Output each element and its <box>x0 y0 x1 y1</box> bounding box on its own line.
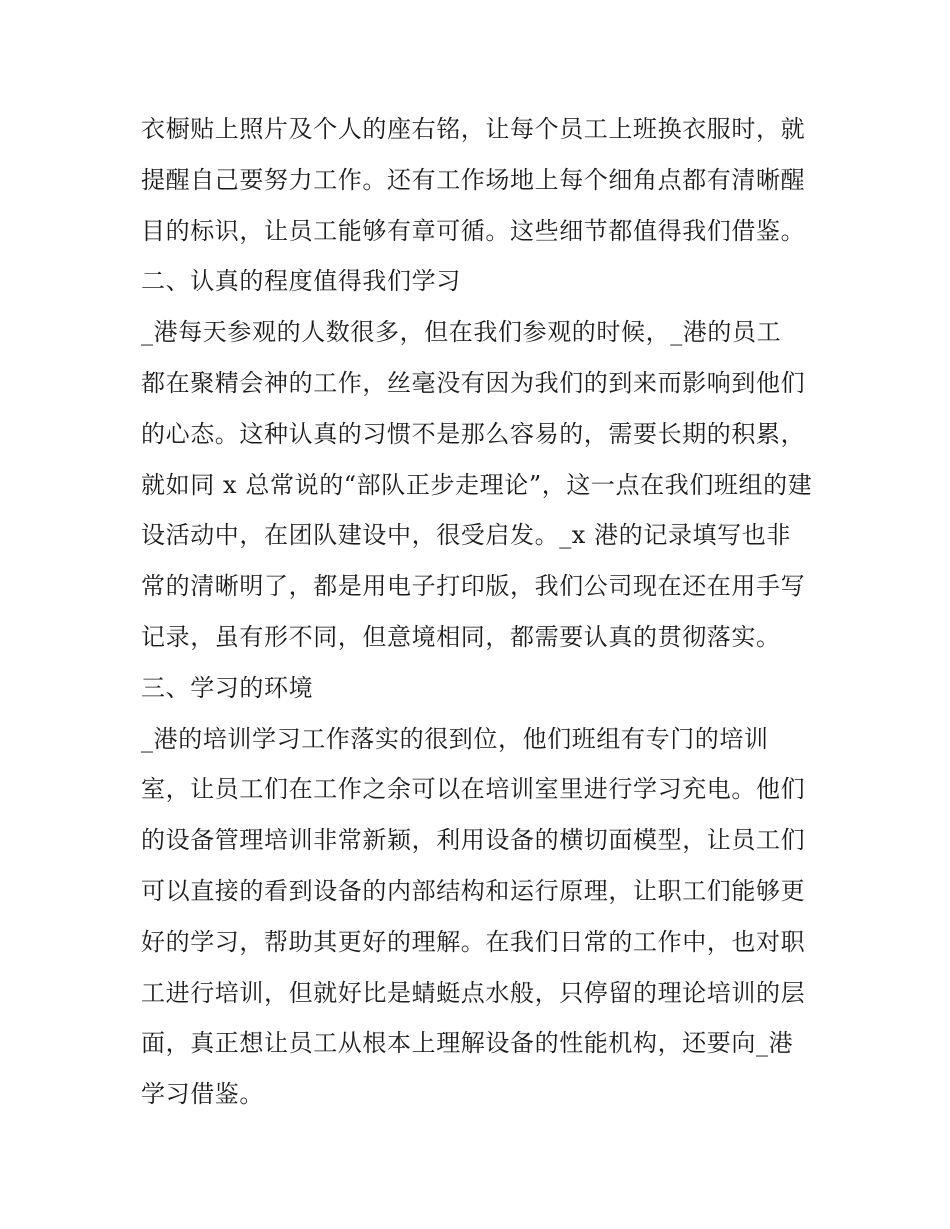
text-line-18: 工进行培训，但就好比是蜻蜓点水般，只停留的理论培训的层 <box>141 978 806 1007</box>
text-line-14: 室，让员工们在工作之余可以在培训室里进行学习充电。他们 <box>141 775 806 804</box>
text-line-2: 提醒自己要努力工作。还有工作场地上每个细角点都有清晰醒 <box>141 165 806 194</box>
text-line-10: 常的清晰明了，都是用电子打印版，我们公司现在还在用手写 <box>141 572 806 601</box>
text-line-8: 就如同 x 总常说的“部队正步走理论”，这一点在我们班组的建 <box>141 470 813 499</box>
text-line-3: 目的标识，让员工能够有章可循。这些细节都值得我们借鉴。 <box>141 216 806 245</box>
text-line-13: _港的培训学习工作落实的很到位，他们班组有专门的培训 <box>141 724 769 753</box>
text-line-1: 衣橱贴上照片及个人的座右铭，让每个员工上班换衣服时，就 <box>141 115 806 143</box>
text-line-6: 都在聚精会神的工作，丝毫没有因为我们的到来而影响到他们 <box>141 368 806 397</box>
text-line-11: 记录，虽有形不同，但意境相同，都需要认真的贯彻落实。 <box>141 622 781 651</box>
text-line-9: 设活动中，在团队建设中，很受启发。_x 港的记录填写也非 <box>141 521 791 550</box>
section-heading-2: 二、认真的程度值得我们学习 <box>141 267 461 296</box>
text-line-5: _港每天参观的人数很多，但在我们参观的时候，_港的员工 <box>141 318 782 347</box>
text-line-7: 的心态。这种认真的习惯不是那么容易的，需要长期的积累， <box>141 419 806 448</box>
text-line-17: 好的学习，帮助其更好的理解。在我们日常的工作中，也对职 <box>141 927 806 956</box>
text-line-15: 的设备管理培训非常新颖，利用设备的横切面模型，让员工们 <box>141 826 806 855</box>
text-line-19: 面，真正想让员工从根本上理解设备的性能机构，还要向_港 <box>141 1029 794 1058</box>
text-line-20: 学习借鉴。 <box>141 1080 264 1109</box>
text-line-16: 可以直接的看到设备的内部结构和运行原理，让职工们能够更 <box>141 876 806 905</box>
section-heading-3: 三、学习的环境 <box>141 673 314 702</box>
document-body <box>141 104 821 1120</box>
